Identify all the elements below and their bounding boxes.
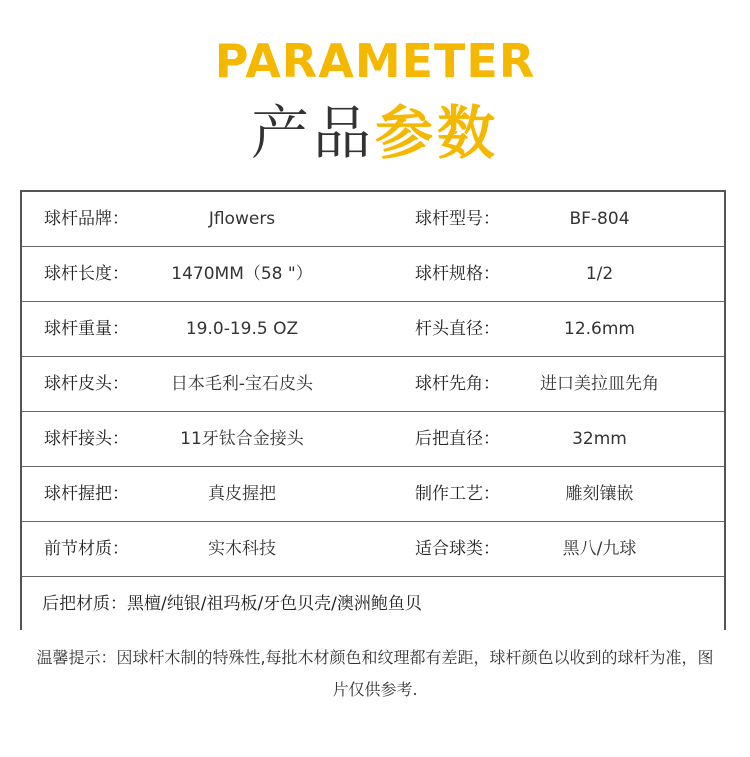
table-row xyxy=(22,192,724,247)
spec-value: 11牙钛合金接头 xyxy=(180,429,304,449)
title-chinese xyxy=(0,98,750,168)
spec-value: 32mm xyxy=(572,429,627,449)
spec-key: 适合球类： xyxy=(415,539,500,559)
spec-key: 球杆重量： xyxy=(44,319,129,339)
spec-key: 杆头直径： xyxy=(415,319,500,339)
spec-value: BF-804 xyxy=(569,209,630,229)
title-chinese-grey: 产品 xyxy=(250,99,375,167)
spec-key: 球杆长度： xyxy=(44,264,129,284)
spec-value: Jflowers xyxy=(208,209,276,229)
spec-value: 实木科技 xyxy=(208,539,276,559)
spec-value: 12.6mm xyxy=(564,319,635,339)
table-row xyxy=(22,302,724,357)
spec-key: 球杆先角： xyxy=(415,374,500,394)
spec-full-line: 后把材质：黑檀/纯银/祖玛板/牙色贝壳/澳洲鲍鱼贝 xyxy=(42,594,422,614)
spec-value: 日本毛利-宝石皮头 xyxy=(170,374,314,394)
spec-table xyxy=(20,190,726,630)
table-row xyxy=(22,412,724,467)
title-english: PARAMETER xyxy=(214,34,536,88)
spec-value: 黑八/九球 xyxy=(562,539,637,559)
spec-key: 球杆接头： xyxy=(44,429,129,449)
spec-value: 1/2 xyxy=(585,264,614,284)
title-chinese-yellow: 参数 xyxy=(375,99,500,167)
spec-key: 球杆规格： xyxy=(415,264,500,284)
spec-value: 19.0-19.5 OZ xyxy=(185,319,299,339)
spec-key: 前节材质： xyxy=(44,539,129,559)
spec-value: 1470MM（58 "） xyxy=(171,264,313,284)
table-row xyxy=(22,522,724,577)
table-row-full xyxy=(22,577,724,632)
spec-key: 球杆品牌： xyxy=(44,209,129,229)
spec-value: 雕刻镶嵌 xyxy=(565,484,634,504)
table-row xyxy=(22,357,724,412)
spec-value: 真皮握把 xyxy=(208,484,276,504)
spec-key: 球杆皮头： xyxy=(44,374,129,394)
spec-key: 球杆型号： xyxy=(415,209,500,229)
spec-key: 制作工艺： xyxy=(415,484,500,504)
warm-tip-note: 温馨提示：因球杆木制的特殊性,每批木材颜色和纹理都有差距，球杆颜色以收到的球杆为准，图片仅供参考. xyxy=(36,648,714,699)
table-row xyxy=(22,247,724,302)
table-row xyxy=(22,467,724,522)
spec-value: 进口美拉皿先角 xyxy=(540,374,659,394)
spec-key: 球杆握把： xyxy=(44,484,129,504)
spec-key: 后把直径： xyxy=(415,429,500,449)
